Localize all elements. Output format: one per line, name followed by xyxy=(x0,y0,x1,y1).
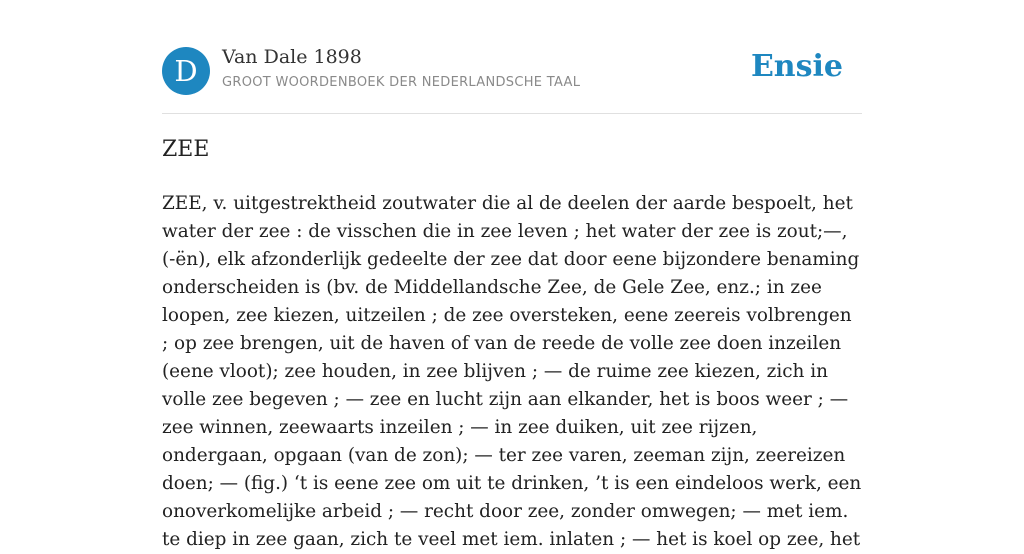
source-subtitle: GROOT WOORDENBOEK DER NEDERLANDSCHE TAAL xyxy=(222,75,581,90)
page-container xyxy=(162,0,862,550)
source-title[interactable]: Van Dale 1898 xyxy=(222,46,362,68)
source-avatar[interactable]: D xyxy=(162,47,210,95)
entry-title: ZEE xyxy=(162,137,210,162)
brand-logo[interactable]: Ensie xyxy=(750,49,843,84)
source-header xyxy=(162,0,862,114)
entry-definition: ZEE, v. uitgestrektheid zoutwater die al de deelen der aarde bespoelt, het water der zee : de visschen die in zee leven ; het water der zee is zout;—, (-ën), elk afzonderlijk gedeelte der zee dat door eene bijzondere benaming onderscheiden is (bv. de Middellandsche Zee, de Gele Zee, enz.; in zee loopen, zee kiezen, uitzeilen ; de zee oversteken, eene zeereis volbrengen ; op zee brengen, uit de haven of van de reede de volle zee doen inzeilen (eene vloot); zee houden, in zee blijven ; — de ruime zee kiezen, zich in volle zee begeven ; — zee en lucht zijn aan elkander, het is boos weer ; — zee winnen, zeewaarts inzeilen ; — in zee duiken, uit zee rijzen, ondergaan, opgaan (van de zon); — ter zee varen, zeeman zijn, zeereizen doen; — (fig.) ‘t is eene zee om uit te drinken, ’t is een eindeloos werk, een onoverkomelijke arbeid ; — recht door zee, zonder omwegen; — met iem. te diep in zee gaan, zich te veel met iem. inlaten ; — het is koel op zee, het xyxy=(162,193,862,550)
